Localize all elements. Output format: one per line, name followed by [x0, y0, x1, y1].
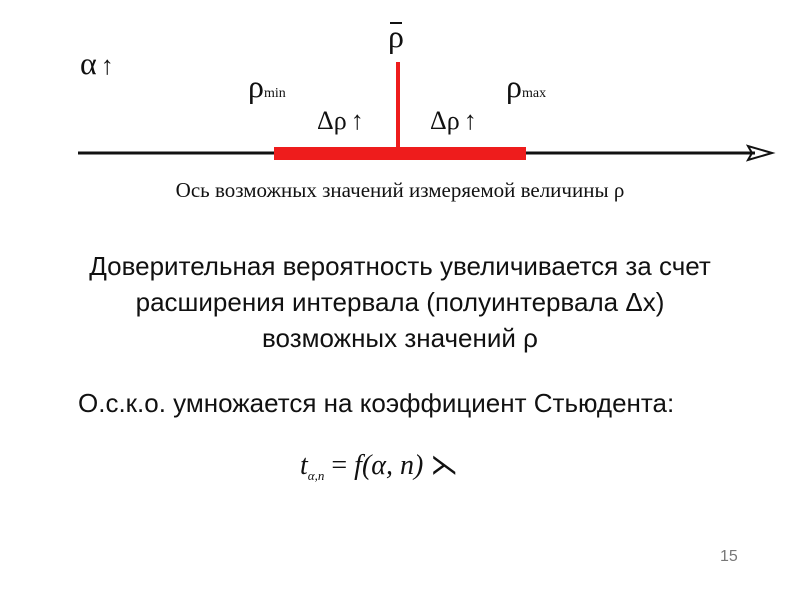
- delta-rho-left-text: Δρ: [317, 106, 347, 135]
- main-statement-line-1: Доверительная вероятность увеличивается за счет: [89, 251, 711, 281]
- formula-equals: =: [331, 450, 348, 481]
- alpha-symbol: α: [80, 45, 97, 81]
- delta-rho-right-label: [430, 106, 477, 136]
- formula-f: f: [354, 450, 362, 481]
- formula-t-subscript: α,n: [307, 468, 325, 483]
- rho-max-label: [506, 68, 546, 105]
- student-formula: [300, 448, 458, 484]
- rho-bar-symbol: ρ: [388, 18, 404, 54]
- formula-args: (α, n): [361, 450, 424, 481]
- delta-rho-right-up-arrow-icon: ↑: [463, 106, 477, 135]
- main-statement: [40, 248, 760, 356]
- rho-max-subscript: max: [521, 86, 547, 101]
- formula-t: t: [300, 450, 308, 481]
- rho-max-symbol: ρ: [506, 68, 522, 104]
- delta-rho-left-label: [317, 106, 364, 136]
- delta-rho-right-text: Δρ: [430, 106, 460, 135]
- alpha-label: [80, 45, 114, 82]
- rho-mean-label: [388, 18, 404, 55]
- student-coefficient-statement: О.с.к.о. умножается на коэффициент Стьюдента:: [78, 388, 675, 418]
- slide-page-number: 15: [720, 548, 738, 565]
- axis-caption: Ось возможных значений измеряемой величины ρ: [175, 178, 625, 202]
- main-statement-line-3: возможных значений ρ: [262, 323, 538, 353]
- formula-trailing-sign: ⋋: [430, 450, 459, 481]
- rho-min-label: [248, 68, 286, 105]
- delta-rho-left-up-arrow-icon: ↑: [350, 106, 364, 135]
- alpha-up-arrow-icon: ↑: [100, 51, 114, 80]
- rho-min-symbol: ρ: [248, 68, 264, 104]
- main-statement-line-2: расширения интервала (полуинтервала Δx): [135, 287, 665, 317]
- value-axis-arrowhead: [748, 146, 772, 160]
- rho-min-subscript: min: [263, 86, 286, 101]
